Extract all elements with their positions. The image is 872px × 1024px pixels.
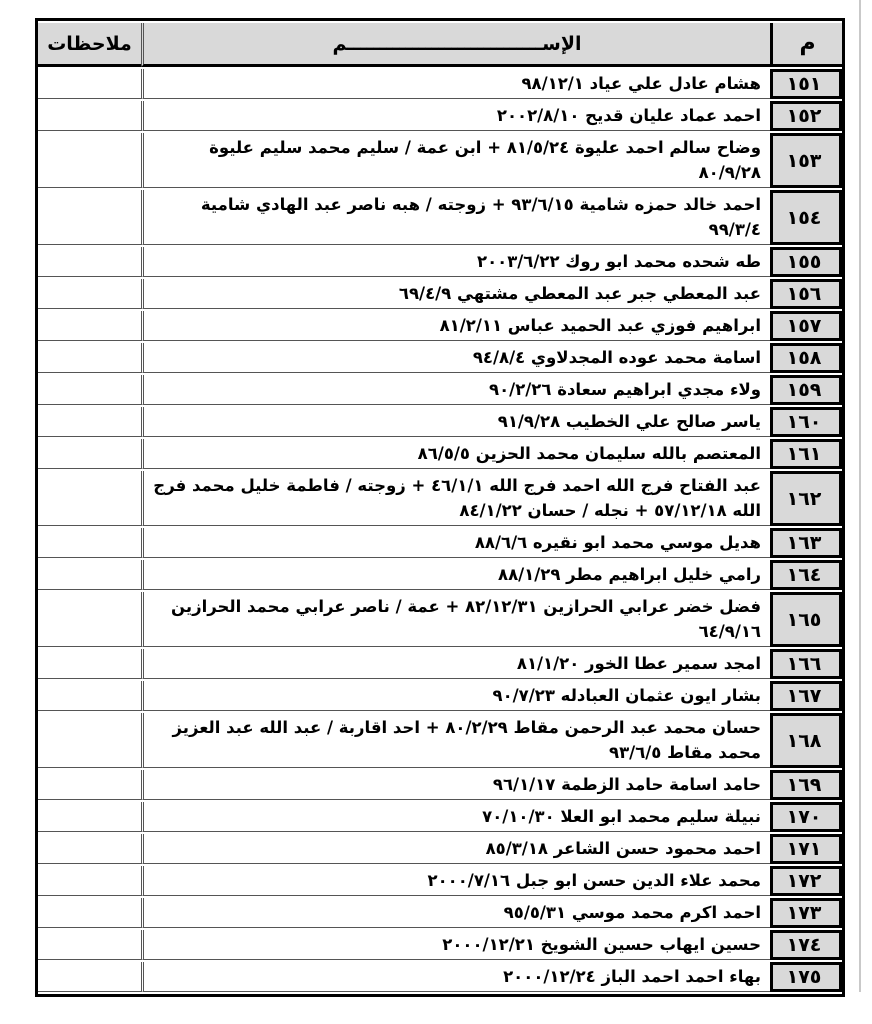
row-name-cell: طه شحده محمد ابو روك ٢٠٠٣/٦/٢٢	[141, 247, 770, 277]
row-name-cell: حامد اسامة حامد الزطمة ٩٦/١/١٧	[141, 770, 770, 800]
row-notes-cell	[38, 279, 141, 309]
row-name-cell: امجد سمير عطا الخور ٨١/١/٢٠	[141, 649, 770, 679]
row-notes-cell	[38, 592, 141, 647]
row-name-cell: احمد عماد عليان قديح ٢٠٠٢/٨/١٠	[141, 101, 770, 131]
row-notes-cell	[38, 190, 141, 245]
row-notes-cell	[38, 930, 141, 960]
table-row	[38, 770, 842, 800]
table-row	[38, 279, 842, 309]
header-serial: م	[770, 23, 842, 67]
table-row	[38, 133, 842, 188]
row-serial-cell: ١٥٢	[770, 101, 842, 131]
row-serial-cell: ١٦١	[770, 439, 842, 469]
row-name-cell: ياسر صالح علي الخطيب ٩١/٩/٢٨	[141, 407, 770, 437]
table-body	[38, 69, 842, 992]
row-notes-cell	[38, 133, 141, 188]
row-name-cell: احمد خالد حمزه شامية ٩٣/٦/١٥ + زوجته / هبه ناصر عبد الهادي شامية ٩٩/٣/٤	[141, 190, 770, 245]
table-row	[38, 471, 842, 526]
table-row	[38, 592, 842, 647]
row-serial-cell: ١٦٣	[770, 528, 842, 558]
row-serial-cell: ١٥٨	[770, 343, 842, 373]
table-row	[38, 866, 842, 896]
row-serial-cell: ١٥١	[770, 69, 842, 99]
row-notes-cell	[38, 69, 141, 99]
row-serial-cell: ١٥٤	[770, 190, 842, 245]
row-name-cell: احمد محمود حسن الشاعر ٨٥/٣/١٨	[141, 834, 770, 864]
table-row	[38, 190, 842, 245]
row-serial-cell: ١٥٣	[770, 133, 842, 188]
table-row	[38, 528, 842, 558]
header-row	[38, 23, 842, 67]
row-name-cell: رامي خليل ابراهيم مطر ٨٨/١/٢٩	[141, 560, 770, 590]
table-row	[38, 930, 842, 960]
row-notes-cell	[38, 770, 141, 800]
roster-table	[35, 18, 845, 997]
table-row	[38, 69, 842, 99]
table-header	[38, 23, 842, 67]
row-notes-cell	[38, 343, 141, 373]
row-name-cell: حسين ايهاب حسين الشويخ ٢٠٠٠/١٢/٢١	[141, 930, 770, 960]
row-serial-cell: ١٦٨	[770, 713, 842, 768]
header-notes: ملاحظات	[38, 23, 141, 67]
row-name-cell: احمد اكرم محمد موسي ٩٥/٥/٣١	[141, 898, 770, 928]
row-name-cell: نبيلة سليم محمد ابو العلا ٧٠/١٠/٣٠	[141, 802, 770, 832]
row-name-cell: ولاء مجدي ابراهيم سعادة ٩٠/٢/٢٦	[141, 375, 770, 405]
row-name-cell: حسان محمد عبد الرحمن مقاط ٨٠/٢/٢٩ + احد اقاربة / عبد الله عبد العزيز محمد مقاط ٩٣/٦/٥	[141, 713, 770, 768]
row-name-cell: فضل خضر عرابي الحرازين ٨٢/١٢/٣١ + عمة / ناصر عرابي محمد الحرازين ٦٤/٩/١٦	[141, 592, 770, 647]
row-name-cell: المعتصم بالله سليمان محمد الحزين ٨٦/٥/٥	[141, 439, 770, 469]
row-name-cell: عبد الفتاح فرج الله احمد فرج الله ٤٦/١/١ + زوجته / فاطمة خليل محمد فرج الله ٥٧/١٢/١٨ + نجله / حسان ٨٤/١/٢٢	[141, 471, 770, 526]
row-notes-cell	[38, 311, 141, 341]
row-serial-cell: ١٧٠	[770, 802, 842, 832]
row-name-cell: بشار ايون عثمان العبادله ٩٠/٧/٢٣	[141, 681, 770, 711]
row-notes-cell	[38, 101, 141, 131]
table-row	[38, 101, 842, 131]
row-notes-cell	[38, 649, 141, 679]
table-row	[38, 439, 842, 469]
table-row	[38, 649, 842, 679]
roster-table-container	[35, 18, 845, 997]
row-serial-cell: ١٧٤	[770, 930, 842, 960]
row-serial-cell: ١٧٣	[770, 898, 842, 928]
table-row	[38, 834, 842, 864]
row-notes-cell	[38, 528, 141, 558]
row-notes-cell	[38, 375, 141, 405]
table-row	[38, 681, 842, 711]
row-serial-cell: ١٥٩	[770, 375, 842, 405]
table-row	[38, 375, 842, 405]
row-notes-cell	[38, 898, 141, 928]
row-serial-cell: ١٦٢	[770, 471, 842, 526]
row-serial-cell: ١٦٠	[770, 407, 842, 437]
row-notes-cell	[38, 866, 141, 896]
row-name-cell: هشام عادل علي عياد ٩٨/١٢/١	[141, 69, 770, 99]
row-serial-cell: ١٥٦	[770, 279, 842, 309]
row-notes-cell	[38, 713, 141, 768]
row-name-cell: بهاء احمد احمد الباز ٢٠٠٠/١٢/٢٤	[141, 962, 770, 992]
row-serial-cell: ١٦٥	[770, 592, 842, 647]
table-row	[38, 713, 842, 768]
row-notes-cell	[38, 962, 141, 992]
row-serial-cell: ١٥٥	[770, 247, 842, 277]
header-name: الإســــــــــــــــــــــــــــــم	[141, 23, 770, 67]
row-name-cell: عبد المعطي جبر عبد المعطي مشتهي ٦٩/٤/٩	[141, 279, 770, 309]
row-notes-cell	[38, 681, 141, 711]
row-serial-cell: ١٦٦	[770, 649, 842, 679]
table-row	[38, 247, 842, 277]
row-serial-cell: ١٧٢	[770, 866, 842, 896]
row-notes-cell	[38, 407, 141, 437]
row-name-cell: هديل موسي محمد ابو نقيره ٨٨/٦/٦	[141, 528, 770, 558]
table-row	[38, 311, 842, 341]
page-edge-line	[859, 0, 861, 992]
row-serial-cell: ١٧٥	[770, 962, 842, 992]
row-notes-cell	[38, 247, 141, 277]
row-notes-cell	[38, 802, 141, 832]
row-serial-cell: ١٦٤	[770, 560, 842, 590]
table-row	[38, 560, 842, 590]
row-serial-cell: ١٦٩	[770, 770, 842, 800]
row-serial-cell: ١٧١	[770, 834, 842, 864]
row-serial-cell: ١٦٧	[770, 681, 842, 711]
table-row	[38, 898, 842, 928]
row-notes-cell	[38, 439, 141, 469]
row-serial-cell: ١٥٧	[770, 311, 842, 341]
table-row	[38, 407, 842, 437]
table-row	[38, 802, 842, 832]
row-name-cell: وضاح سالم احمد عليوة ٨١/٥/٢٤ + ابن عمة / سليم محمد سليم عليوة ٨٠/٩/٢٨	[141, 133, 770, 188]
row-name-cell: ابراهيم فوزي عبد الحميد عباس ٨١/٢/١١	[141, 311, 770, 341]
row-notes-cell	[38, 560, 141, 590]
row-notes-cell	[38, 834, 141, 864]
row-name-cell: اسامة محمد عوده المجدلاوي ٩٤/٨/٤	[141, 343, 770, 373]
row-notes-cell	[38, 471, 141, 526]
table-row	[38, 962, 842, 992]
table-row	[38, 343, 842, 373]
row-name-cell: محمد علاء الدين حسن ابو جبل ٢٠٠٠/٧/١٦	[141, 866, 770, 896]
